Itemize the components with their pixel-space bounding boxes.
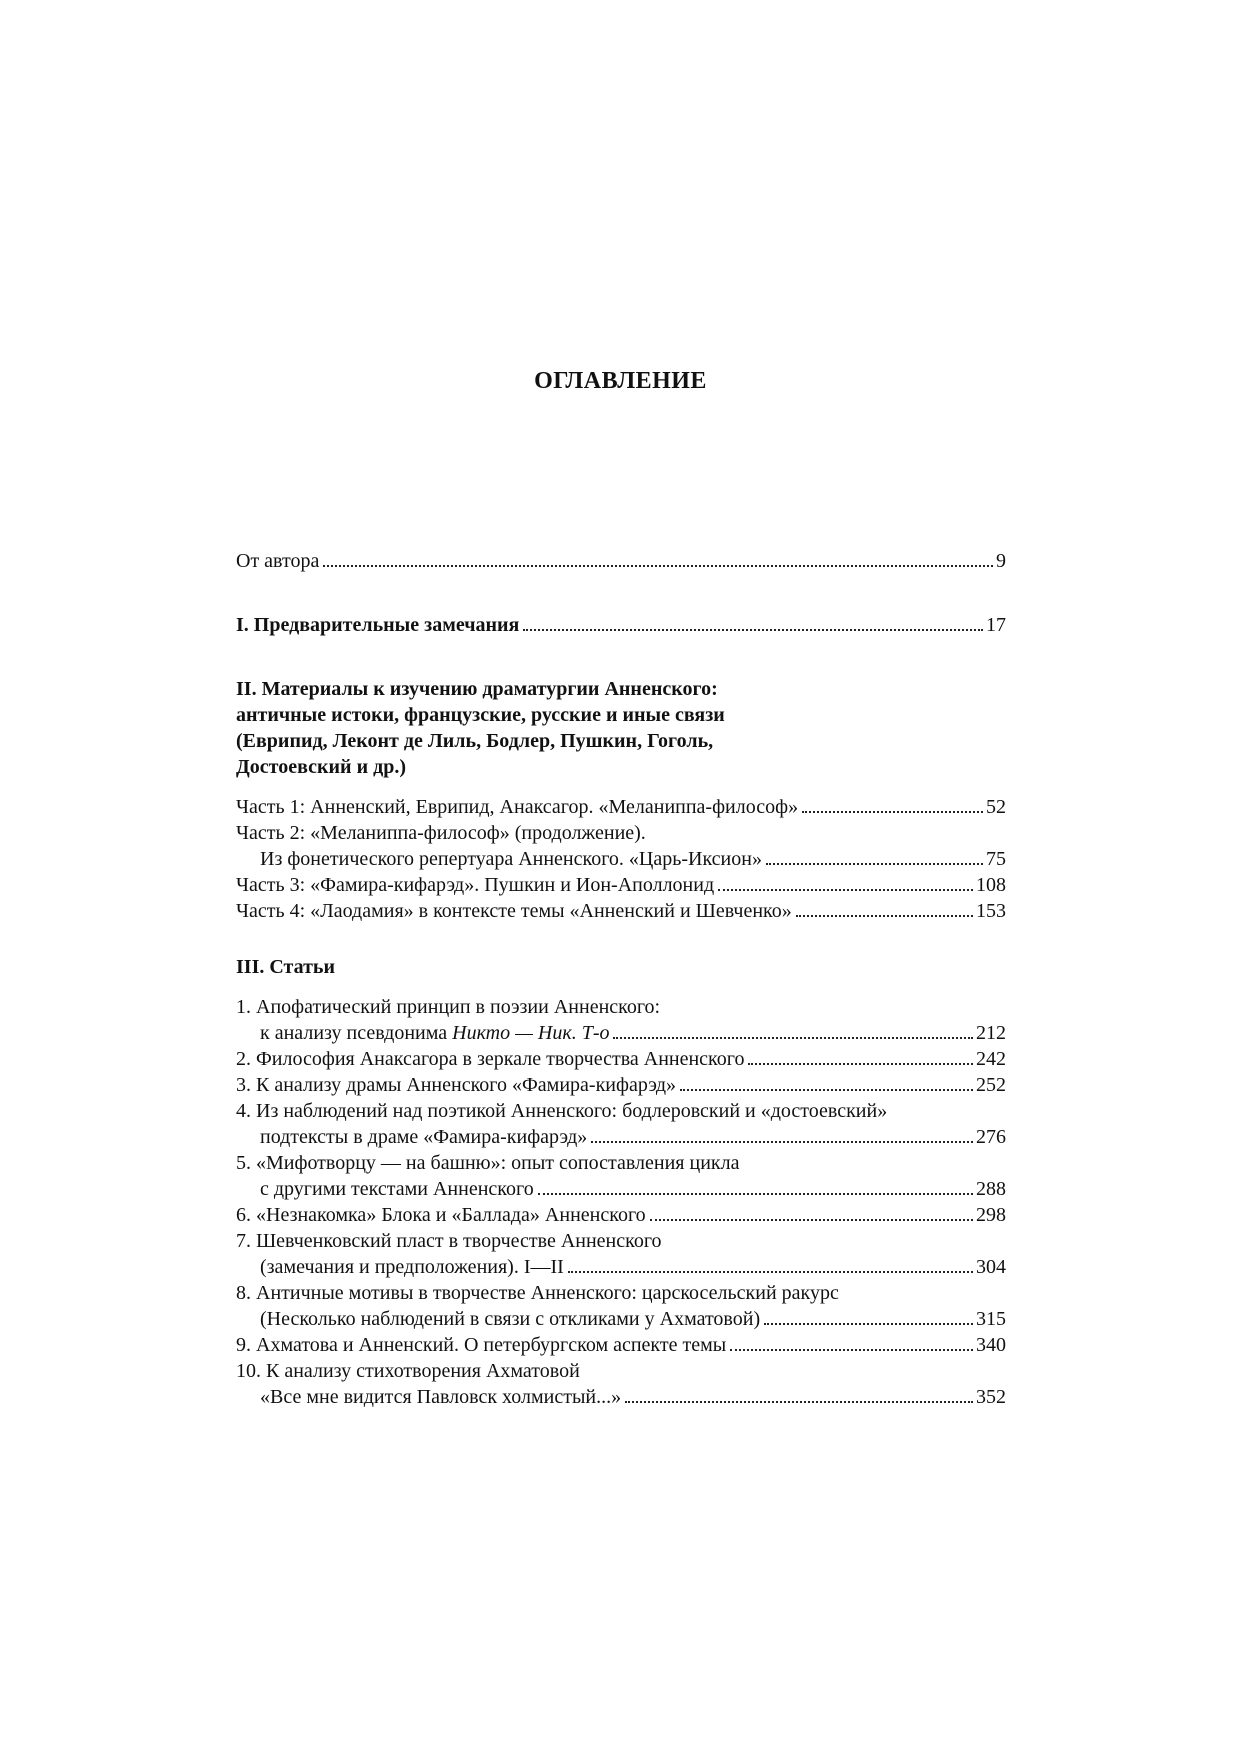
- toc-entry-label: Часть 4: «Лаодамия» в контексте темы «Анненский и Шевченко»: [236, 900, 792, 922]
- toc-entry-label: Часть 1: Анненский, Еврипид, Анаксагор. «Меланиппа-философ»: [236, 796, 799, 818]
- toc-entry-first-line: 8. Античные мотивы в творчестве Анненского: царскосельский ракурс: [236, 1282, 839, 1304]
- section-heading-line: (Еврипид, Леконт де Лиль, Бодлер, Пушкин, Гоголь,: [236, 730, 714, 752]
- toc-page-number: 17: [986, 614, 1006, 636]
- toc-entry-label: (замечания и предположения). I—II: [260, 1256, 564, 1278]
- dot-leader: [650, 1219, 973, 1221]
- toc-entry-label: Часть 3: «Фамира-кифарэд». Пушкин и Ион-Аполлонид: [236, 874, 715, 896]
- toc-entry-label: [260, 1020, 609, 1046]
- toc-entry-label: 2. Философия Анаксагора в зеркале творчества Анненского: [236, 1048, 745, 1070]
- toc-page-number: 108: [976, 874, 1006, 896]
- toc-entry-first-line: 4. Из наблюдений над поэтикой Анненского: бодлеровский и «достоевский»: [236, 1100, 888, 1122]
- toc-entry-article-5[interactable]: [236, 1150, 1006, 1202]
- toc-entry-part-3[interactable]: [236, 872, 1006, 898]
- toc-entry-label: 6. «Незнакомка» Блока и «Баллада» Анненского: [236, 1204, 646, 1226]
- toc-page-number: 352: [976, 1386, 1006, 1408]
- dot-leader: [796, 915, 973, 917]
- toc-entry-section-1[interactable]: [236, 612, 1006, 638]
- toc-entry-article-6[interactable]: [236, 1202, 1006, 1228]
- toc-entry-article-1[interactable]: [236, 994, 1006, 1046]
- toc-entry-article-4[interactable]: [236, 1098, 1006, 1150]
- toc-entry-article-3[interactable]: [236, 1072, 1006, 1098]
- page-title: ОГЛАВЛЕНИЕ: [534, 368, 707, 394]
- section-heading-line: античные истоки, французские, русские и иные связи: [236, 704, 725, 726]
- toc-page-number: 212: [976, 1022, 1006, 1044]
- toc-page-number: 340: [976, 1334, 1006, 1356]
- toc-entry-label: с другими текстами Анненского: [260, 1178, 534, 1200]
- dot-leader: [680, 1089, 973, 1091]
- toc-page-number: 298: [976, 1204, 1006, 1226]
- toc-page-number: 75: [986, 848, 1006, 870]
- toc-entry-label: подтексты в драме «Фамира-кифарэд»: [260, 1126, 588, 1148]
- toc-entry-label-italic: Никто — Ник. Т-о: [452, 1022, 610, 1044]
- section-heading-line: Достоевский и др.): [236, 756, 406, 778]
- toc-page-number: 52: [986, 796, 1006, 818]
- toc-entry-first-line: 5. «Мифотворцу — на башню»: опыт сопоставления цикла: [236, 1152, 740, 1174]
- toc-entry-first-line: 7. Шевченковский пласт в творчестве Анненского: [236, 1230, 662, 1252]
- dot-leader: [568, 1271, 973, 1273]
- dot-leader: [323, 565, 993, 567]
- toc-entry-first-line: 1. Апофатический принцип в поэзии Анненского:: [236, 996, 661, 1018]
- toc-section-heading: I. Предварительные замечания: [236, 614, 520, 636]
- dot-leader: [538, 1193, 973, 1195]
- dot-leader: [802, 811, 983, 813]
- toc-entry-label: От автора: [236, 550, 320, 572]
- dot-leader: [591, 1141, 973, 1143]
- toc-entry-from-author[interactable]: [236, 548, 1006, 574]
- toc-entry-article-9[interactable]: [236, 1332, 1006, 1358]
- toc-page-number: 252: [976, 1074, 1006, 1096]
- dot-leader: [766, 863, 983, 865]
- toc-entry-part-2[interactable]: [236, 820, 1006, 872]
- toc-page-number: 276: [976, 1126, 1006, 1148]
- toc-entry-label: Из фонетического репертуара Анненского. «Царь-Иксион»: [260, 848, 762, 870]
- toc-page-number: 9: [996, 550, 1006, 572]
- toc-entry-label: (Несколько наблюдений в связи с откликами у Ахматовой): [260, 1308, 761, 1330]
- toc-page-number: 153: [976, 900, 1006, 922]
- toc-entry-label: 3. К анализу драмы Анненского «Фамира-кифарэд»: [236, 1074, 677, 1096]
- toc-page-number: 304: [976, 1256, 1006, 1278]
- table-of-contents: [236, 548, 1006, 1410]
- toc-entry-article-2[interactable]: [236, 1046, 1006, 1072]
- dot-leader: [764, 1323, 973, 1325]
- dot-leader: [718, 889, 973, 891]
- dot-leader: [625, 1401, 973, 1403]
- section-heading-line: II. Материалы к изучению драматургии Анненского:: [236, 678, 718, 700]
- toc-entry-article-10[interactable]: [236, 1358, 1006, 1410]
- toc-page-number: 288: [976, 1178, 1006, 1200]
- toc-entry-label-prefix: к анализу псевдонима: [260, 1022, 453, 1044]
- toc-entry-label: «Все мне видится Павловск холмистый...»: [260, 1386, 622, 1408]
- toc-entry-part-4[interactable]: [236, 898, 1006, 924]
- dot-leader: [730, 1349, 973, 1351]
- toc-entry-article-8[interactable]: [236, 1280, 1006, 1332]
- toc-entry-first-line: Часть 2: «Меланиппа-философ» (продолжение).: [236, 822, 646, 844]
- toc-section-2-heading: [236, 676, 1006, 780]
- toc-entry-article-7[interactable]: [236, 1228, 1006, 1280]
- toc-entry-first-line: 10. К анализу стихотворения Ахматовой: [236, 1360, 580, 1382]
- toc-page-number: 315: [976, 1308, 1006, 1330]
- toc-section-3-heading: III. Статьи: [236, 956, 336, 978]
- toc-entry-label: 9. Ахматова и Анненский. О петербургском аспекте темы: [236, 1334, 727, 1356]
- toc-entry-part-1[interactable]: [236, 794, 1006, 820]
- dot-leader: [523, 629, 983, 631]
- dot-leader: [613, 1037, 973, 1039]
- toc-page-number: 242: [976, 1048, 1006, 1070]
- dot-leader: [748, 1063, 973, 1065]
